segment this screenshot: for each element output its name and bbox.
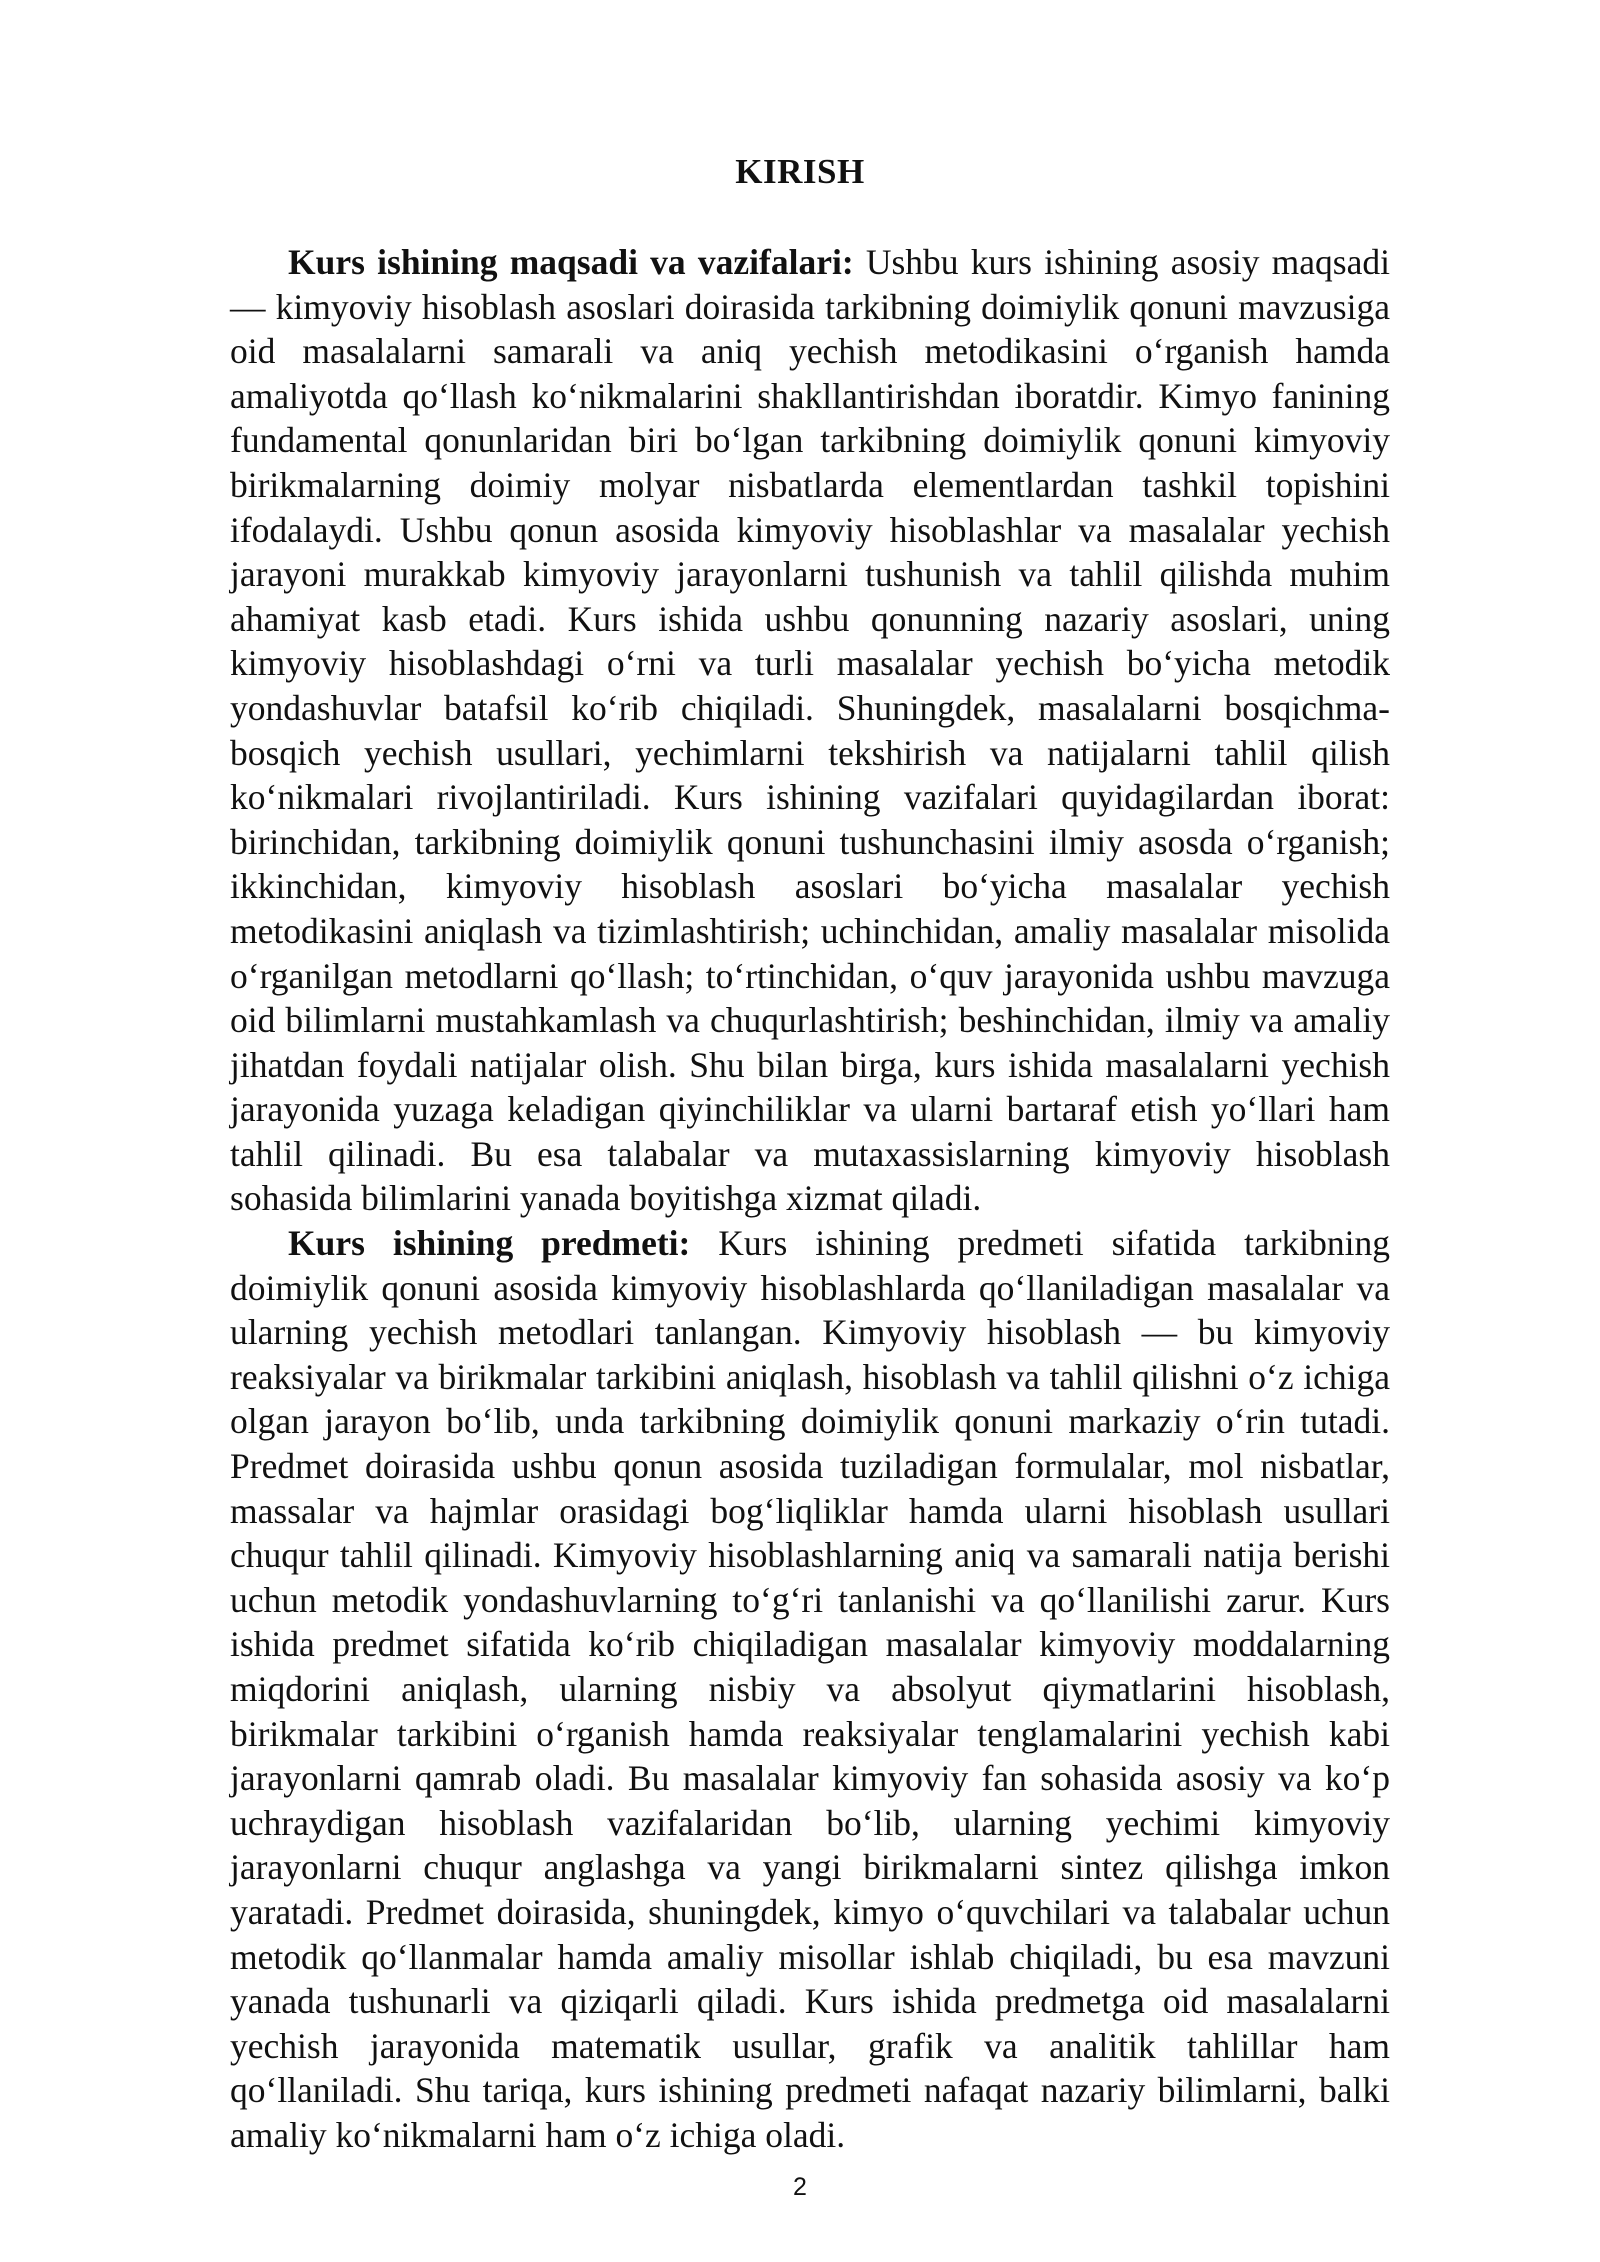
paragraph-subject-text: Kurs ishining predmeti sifatida tarkibning doimiylik qonuni asosida kimyoviy hisoblashlarda qo‘llaniladigan masalalar va ularning yechish metodlari tanlangan. Kimyoviy hisoblash — bu kimyoviy reaksiyalar va birikmalar tarkibini aniqlash, hisoblash va tahlil qilishni o‘z ichiga olgan jarayon bo‘lib, unda tarkibning doimiylik qonuni markaziy o‘rin tutadi. Predmet doirasida ushbu qonun asosida tuziladigan formulalar, mol nisbatlar, massalar va hajmlar orasidagi bog‘liqliklar hamda ularni hisoblash usullari chuqur tahlil qilinadi. Kimyoviy hisoblashlarning aniq va samarali natija berishi uchun metodik yondashuvlarning to‘g‘ri tanlanishi va qo‘llanilishi zarur. Kurs ishida predmet sifatida ko‘rib chiqiladigan masalalar kimyoviy moddalarning miqdorini aniqlash, ularning nisbiy va absolyut qiymatlarini hisoblash, birikmalar tarkibini o‘rganish hamda reaksiyalar tenglamalarini yechish kabi jarayonlarni qamrab oladi. Bu masalalar kimyoviy fan sohasida asosiy va ko‘p uchraydigan hisoblash vazifalaridan bo‘lib, ularning yechimi kimyoviy jarayonlarni chuqur anglashga va yangi birikmalarni sintez qilishga imkon yaratadi. Predmet doirasida, shuningdek, kimyo o‘quvchilari va talabalar uchun metodik qo‘llanmalar hamda amaliy misollar ishlab chiqiladi, bu esa mavzuni yanada tushunarli va qiziqarli qiladi. Kurs ishida predmetga oid masalalarni yechish jarayonida matematik usullar, grafik va analitik tahlillar ham qo‘llaniladi. Shu tariqa, kurs ishining predmeti nafaqat nazariy bilimlarni, balki amaliy ko‘nikmalarni ham o‘z ichiga oladi. — [230, 1223, 1390, 2155]
page-number: 2 — [793, 2173, 807, 2201]
paragraph-goals — [230, 240, 1390, 1221]
document-body — [230, 240, 1390, 2158]
paragraph-goals-text: Ushbu kurs ishining asosiy maqsadi — kimyoviy hisoblash asoslari doirasida tarkibning doimiylik qonuni mavzusiga oid masalalarni samarali va aniq yechish metodikasini o‘rganish hamda amaliyotda qo‘llash ko‘nikmalarini shakllantirishdan iboratdir. Kimyo fanining fundamental qonunlaridan biri bo‘lgan tarkibning doimiylik qonuni kimyoviy birikmalarning doimiy molyar nisbatlarda elementlardan tashkil topishini ifodalaydi. Ushbu qonun asosida kimyoviy hisoblashlar va masalalar yechish jarayoni murakkab kimyoviy jarayonlarni tushunish va tahlil qilishda muhim ahamiyat kasb etadi. Kurs ishida ushbu qonunning nazariy asoslari, uning kimyoviy hisoblashdagi o‘rni va turli masalalar yechish bo‘yicha metodik yondashuvlar batafsil ko‘rib chiqiladi. Shuningdek, masalalarni bosqichma-bosqich yechish usullari, yechimlarni tekshirish va natijalarni tahlil qilish ko‘nikmalari rivojlantiriladi. Kurs ishining vazifalari quyidagilardan iborat: birinchidan, tarkibning doimiylik qonuni tushunchasini ilmiy asosda o‘rganish; ikkinchidan, kimyoviy hisoblash asoslari bo‘yicha masalalar yechish metodikasini aniqlash va tizimlashtirish; uchinchidan, amaliy masalalar misolida o‘rganilgan metodlarni qo‘llash; to‘rtinchidan, o‘quv jarayonida ushbu mavzuga oid bilimlarni mustahkamlash va chuqurlashtirish; beshinchidan, ilmiy va amaliy jihatdan foydali natijalar olish. Shu bilan birga, kurs ishida masalalarni yechish jarayonida yuzaga keladigan qiyinchiliklar va ularni bartaraf etish yo‘llari ham tahlil qilinadi. Bu esa talabalar va mutaxassislarning kimyoviy hisoblash sohasida bilimlarini yanada boyitishga xizmat qiladi. — [230, 242, 1390, 1219]
page-title: KIRISH — [735, 152, 865, 191]
paragraph-goals-heading: Kurs ishining maqsadi va vazifalari: — [288, 242, 854, 282]
paragraph-subject-heading: Kurs ishining predmeti: — [288, 1223, 691, 1264]
paragraph-subject — [230, 1221, 1390, 2157]
